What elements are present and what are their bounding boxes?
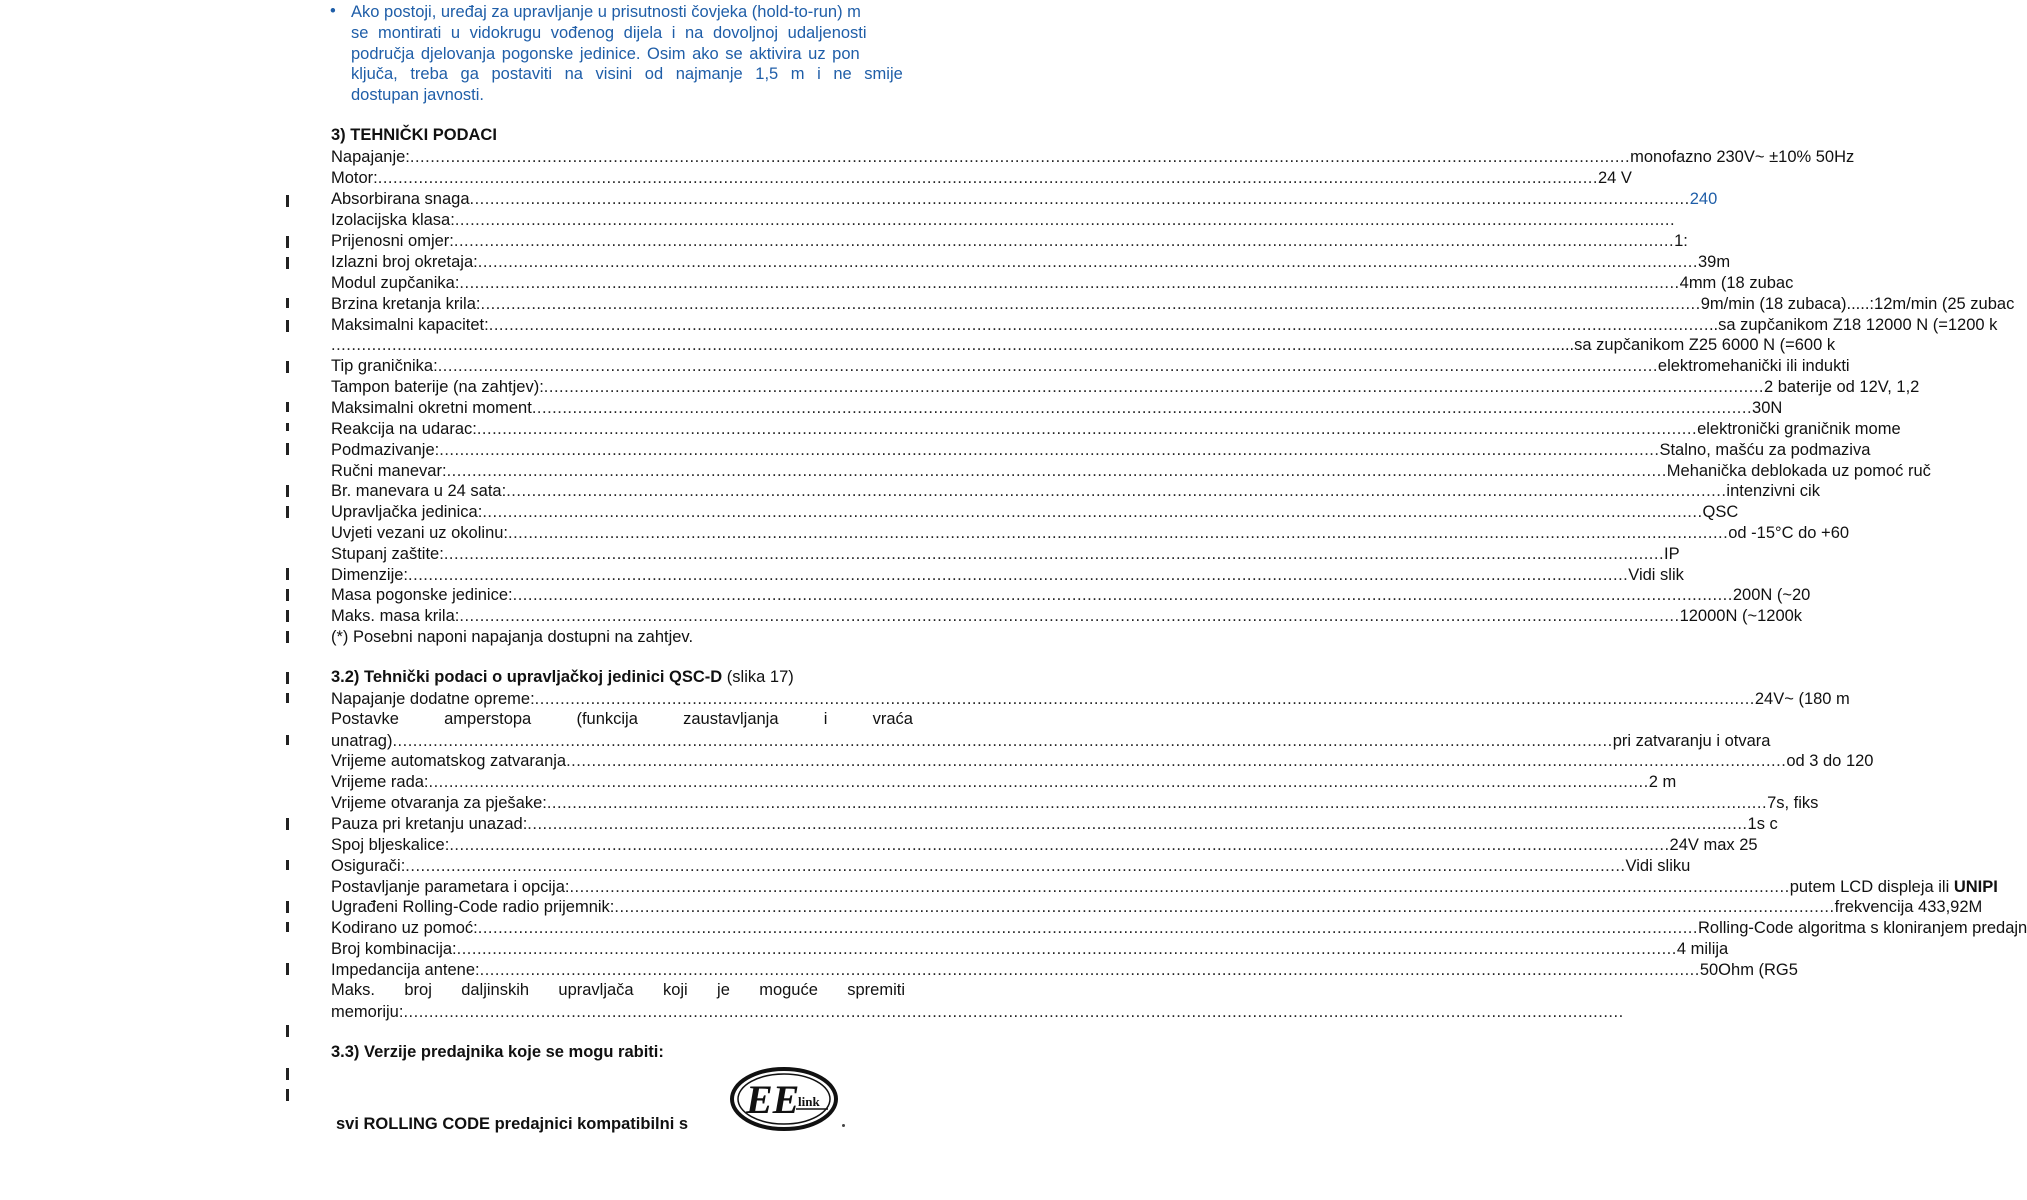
spec-value: 1s c — [1747, 815, 1778, 833]
word: i — [823, 710, 828, 728]
spec-row — [331, 544, 1680, 565]
bullet-marker: • — [330, 2, 336, 20]
spec-value: 24V~ (180 m — [1754, 690, 1850, 708]
spec-label: Osigurači: — [331, 857, 406, 875]
spec-value: ..sa zupčanikom Z18 12000 N (=1200 k — [1708, 316, 1998, 334]
margin-mark — [286, 610, 289, 622]
spec-row — [331, 1002, 971, 1023]
word: broj — [404, 981, 432, 999]
spec-label: Ugrađeni Rolling-Code radio prijemnik: — [331, 898, 615, 916]
spec-value: Rolling-Code algoritma s kloniranjem predajn — [1697, 919, 2027, 937]
leader-dots — [439, 440, 1659, 461]
el-link-logo-icon — [728, 1066, 843, 1132]
spec-row — [331, 793, 1819, 814]
leader-dots — [444, 544, 1664, 565]
spec-row — [331, 731, 1771, 752]
spec-value: pri zatvaranju i otvara — [1612, 732, 1771, 750]
leader-dots — [480, 294, 1700, 315]
leader-dots — [478, 918, 1698, 939]
margin-mark — [286, 631, 289, 643]
heading-normal-text: (slika 17) — [722, 668, 794, 686]
intro-line: se montirati u vidokrugu vođenog dijela i na dovoljnoj udaljenosti — [351, 23, 867, 42]
spec-value: 50Ohm (RG5 — [1699, 961, 1798, 979]
intro-line: dostupan javnosti. — [351, 86, 485, 105]
spec-value: 12000N (~1200k — [1679, 607, 1803, 625]
footnote: (*) Posebni naponi napajanja dostupni na zahtjev. — [331, 628, 694, 646]
margin-mark — [286, 568, 289, 580]
spec-label: Prijenosni omjer: — [331, 232, 454, 250]
spec-row — [331, 689, 1850, 710]
spec-label: Spoj bljeskalice: — [331, 836, 450, 854]
margin-mark — [286, 361, 289, 373]
spec-label: Motor: — [331, 169, 378, 187]
margin-mark — [286, 672, 289, 684]
margin-mark — [286, 485, 289, 497]
margin-mark — [286, 423, 289, 431]
leader-dots — [405, 856, 1625, 877]
margin-mark — [286, 818, 289, 830]
spec-label: Masa pogonske jedinice: — [331, 586, 513, 604]
spec-value: intenzivni cik — [1726, 482, 1820, 500]
spec-row — [331, 252, 1731, 273]
spec-label: Maksimalni kapacitet: — [331, 316, 489, 334]
spec-value: 2 m — [1648, 773, 1677, 791]
leader-dots — [408, 565, 1628, 586]
section-heading-tech-data: 3) TEHNIČKI PODACI — [331, 126, 497, 144]
spec-value: Mehanička deblokada uz pomoć ruč — [1666, 462, 1931, 480]
margin-mark — [286, 402, 289, 412]
word: upravljača — [558, 981, 634, 999]
spec-row — [331, 960, 1798, 981]
spec-label: Br. manevara u 24 sata: — [331, 482, 507, 500]
spec-value: 200N (~20 — [1732, 586, 1811, 604]
spec-label: Dimenzije: — [331, 566, 409, 584]
logo-link-text: link — [798, 1094, 820, 1109]
spec-label: memoriju: — [331, 1003, 404, 1021]
spec-label: Upravljačka jedinica: — [331, 503, 483, 521]
spec-value: od 3 do 120 — [1786, 752, 1874, 770]
spec-row — [331, 461, 1931, 482]
leader-dots — [527, 814, 1747, 835]
heading-bold-text: 3.2) Tehnički podaci o upravljačkoj jedinici QSC-D — [331, 668, 723, 686]
spec-label: Kodirano uz pomoć: — [331, 919, 478, 937]
leader-dots — [513, 585, 1733, 606]
margin-mark — [286, 1068, 289, 1080]
word: je — [717, 981, 730, 999]
leader-dots — [569, 877, 1789, 898]
spec-row — [331, 918, 2027, 939]
leader-dots — [614, 897, 1834, 918]
word: Maks. — [331, 981, 376, 999]
leader-dots — [331, 335, 1551, 356]
spec-label: Brzina kretanja krila: — [331, 295, 481, 313]
margin-mark — [286, 320, 289, 332]
leader-dots — [459, 606, 1679, 627]
word: zaustavljanja — [683, 710, 779, 728]
margin-mark — [286, 693, 289, 703]
section-heading-control-unit — [331, 668, 794, 687]
spec-row — [331, 210, 971, 231]
leader-dots — [454, 231, 1674, 252]
spec-label: Reakcija na udarac: — [331, 420, 477, 438]
spec-label: Stupanj zaštite: — [331, 545, 444, 563]
spec-label: Postavljanje parametara i opcija: — [331, 878, 570, 896]
spec-row — [331, 606, 1803, 627]
spec-row — [331, 481, 1820, 502]
spec-row — [331, 856, 1691, 877]
spec-label: Napajanje dodatne opreme: — [331, 690, 535, 708]
spec-row — [331, 147, 1855, 168]
spec-row — [331, 168, 1632, 189]
leader-dots — [547, 793, 1767, 814]
spec-label: Pauza pri kretanju unazad: — [331, 815, 528, 833]
leader-dots — [482, 502, 1702, 523]
margin-mark — [286, 1025, 289, 1037]
svg-text:EE: EE — [746, 1077, 800, 1122]
margin-mark — [286, 506, 289, 518]
spec-value: 24 V — [1597, 169, 1632, 187]
leader-dots — [535, 689, 1755, 710]
word: daljinskih — [461, 981, 530, 999]
spec-value: elektronički graničnik mome — [1697, 420, 1901, 438]
margin-mark — [286, 257, 289, 269]
stray-dot — [842, 1124, 845, 1127]
spec-value: od -15°C do +60 — [1728, 524, 1850, 542]
spec-row — [331, 440, 1871, 461]
spec-label: Tip graničnika: — [331, 357, 438, 375]
spec-label: Broj kombinacija: — [331, 940, 457, 958]
spec-row — [331, 523, 1850, 544]
spec-value: 24V max 25 — [1669, 836, 1758, 854]
word: (funkcija — [576, 710, 638, 728]
section-heading-transmitters: 3.3) Verzije predajnika koje se mogu rabiti: — [331, 1043, 664, 1061]
leader-dots — [455, 210, 1675, 231]
spec-value: 39m — [1697, 253, 1731, 271]
spec-row — [331, 814, 1778, 835]
margin-mark — [286, 860, 289, 870]
intro-paragraph — [351, 2, 951, 106]
spec-value: 4mm (18 zubac — [1679, 274, 1794, 292]
spec-row — [331, 772, 1677, 793]
spec-value: 1: — [1674, 232, 1688, 250]
spec-label: Izolacijska klasa: — [331, 211, 455, 229]
word: moguće — [759, 981, 818, 999]
leader-dots — [457, 939, 1677, 960]
spec-row — [331, 335, 1836, 356]
spec-label: unatrag) — [331, 732, 393, 750]
leader-dots — [378, 168, 1598, 189]
spec-value: .....sa zupčanikom Z25 6000 N (=600 k — [1551, 336, 1836, 354]
leader-dots — [566, 751, 1786, 772]
spec-label: Impedancija antene: — [331, 961, 480, 979]
leader-dots — [449, 835, 1669, 856]
margin-mark — [286, 901, 289, 913]
spec-row — [331, 398, 1783, 419]
spec-value — [1790, 877, 1998, 898]
word: Postavke — [331, 710, 399, 728]
spec-row — [331, 294, 2015, 315]
spec-value: frekvencija 433,92M — [1834, 898, 1983, 916]
spec-label: Absorbirana snaga — [331, 190, 470, 208]
justified-line-remotes — [331, 981, 905, 1000]
spec-label: Napajanje: — [331, 148, 410, 166]
leader-dots — [429, 772, 1649, 793]
spec-row — [331, 751, 1874, 772]
spec-value: 9m/min (18 zubaca).....:12m/min (25 zubac — [1700, 295, 2015, 313]
leader-dots — [403, 1002, 1623, 1023]
margin-mark — [286, 298, 289, 308]
leader-dots — [470, 189, 1690, 210]
spec-row — [331, 315, 1998, 336]
spec-label: Izlazni broj okretaja: — [331, 253, 478, 271]
spec-value: Stalno, mašću za podmaziva — [1659, 441, 1871, 459]
spec-value: Vidi slik — [1628, 566, 1684, 584]
spec-row — [331, 877, 1998, 898]
word: spremiti — [847, 981, 905, 999]
leader-dots — [438, 356, 1658, 377]
leader-dots — [477, 419, 1697, 440]
leader-dots — [480, 960, 1700, 981]
leader-dots — [489, 315, 1709, 336]
spec-value-text: putem LCD displeja ili — [1789, 878, 1954, 896]
leader-dots — [459, 273, 1679, 294]
justified-line-amperstop — [331, 710, 913, 729]
margin-mark — [286, 443, 289, 455]
margin-mark — [286, 735, 289, 745]
spec-value-bold: UNIPI — [1953, 878, 1998, 896]
spec-row — [331, 356, 1850, 377]
spec-row — [331, 835, 1758, 856]
spec-label: Maksimalni okretni moment — [331, 399, 532, 417]
spec-row — [331, 189, 1718, 210]
intro-line: područja djelovanja pogonske jedinice. Osim ako se aktivira uz pon — [351, 44, 860, 63]
spec-row — [331, 273, 1794, 294]
spec-value: 4 milija — [1676, 940, 1729, 958]
margin-mark — [286, 1089, 289, 1101]
spec-label: Vrijeme otvaranja za pješake: — [331, 794, 547, 812]
spec-value: 240 — [1689, 190, 1718, 208]
spec-label: Tampon baterije (na zahtjev): — [331, 378, 544, 396]
spec-value: elektromehanički ili indukti — [1657, 357, 1850, 375]
margin-mark — [286, 195, 289, 207]
spec-value: QSC — [1702, 503, 1739, 521]
spec-value: IP — [1664, 545, 1680, 563]
leader-dots — [392, 731, 1612, 752]
spec-row — [331, 419, 1901, 440]
spec-value: 7s, fiks — [1767, 794, 1819, 812]
spec-row — [331, 231, 1688, 252]
spec-value: 2 baterije od 12V, 1,2 — [1764, 378, 1920, 396]
spec-label: Vrijeme rada: — [331, 773, 429, 791]
margin-mark — [286, 236, 289, 248]
spec-row — [331, 585, 1811, 606]
spec-label: Podmazivanje: — [331, 441, 440, 459]
leader-dots — [447, 461, 1667, 482]
intro-line: Ako postoji, uređaj za upravljanje u prisutnosti čovjeka (hold-to-run) m — [351, 3, 861, 21]
spec-label: Modul zupčanika: — [331, 274, 460, 292]
spec-row — [331, 565, 1684, 586]
leader-dots — [532, 398, 1752, 419]
word: amperstopa — [444, 710, 532, 728]
leader-dots — [544, 377, 1764, 398]
margin-mark — [286, 589, 289, 601]
leader-dots — [478, 252, 1698, 273]
spec-row — [331, 502, 1739, 523]
leader-dots — [506, 481, 1726, 502]
spec-label: Maks. masa krila: — [331, 607, 460, 625]
spec-label: Uvjeti vezani uz okolinu: — [331, 524, 509, 542]
intro-line: ključa, treba ga postaviti na visini od najmanje 1,5 m i ne smije — [351, 65, 903, 84]
spec-value: Vidi sliku — [1625, 857, 1691, 875]
footer-text: svi ROLLING CODE predajnici kompatibilni s — [336, 1115, 689, 1133]
margin-mark — [286, 922, 289, 932]
margin-mark — [286, 963, 289, 975]
spec-label: Vrijeme automatskog zatvaranja — [331, 752, 567, 770]
spec-value: 30N — [1752, 399, 1783, 417]
spec-row — [331, 939, 1729, 960]
word: koji — [662, 981, 688, 999]
spec-row — [331, 897, 1983, 918]
spec-row — [331, 377, 1920, 398]
spec-value: monofazno 230V~ ±10% 50Hz — [1630, 148, 1855, 166]
leader-dots — [410, 147, 1630, 168]
spec-label: Ručni manevar: — [331, 462, 447, 480]
leader-dots — [508, 523, 1728, 544]
word: vraća — [872, 710, 913, 728]
